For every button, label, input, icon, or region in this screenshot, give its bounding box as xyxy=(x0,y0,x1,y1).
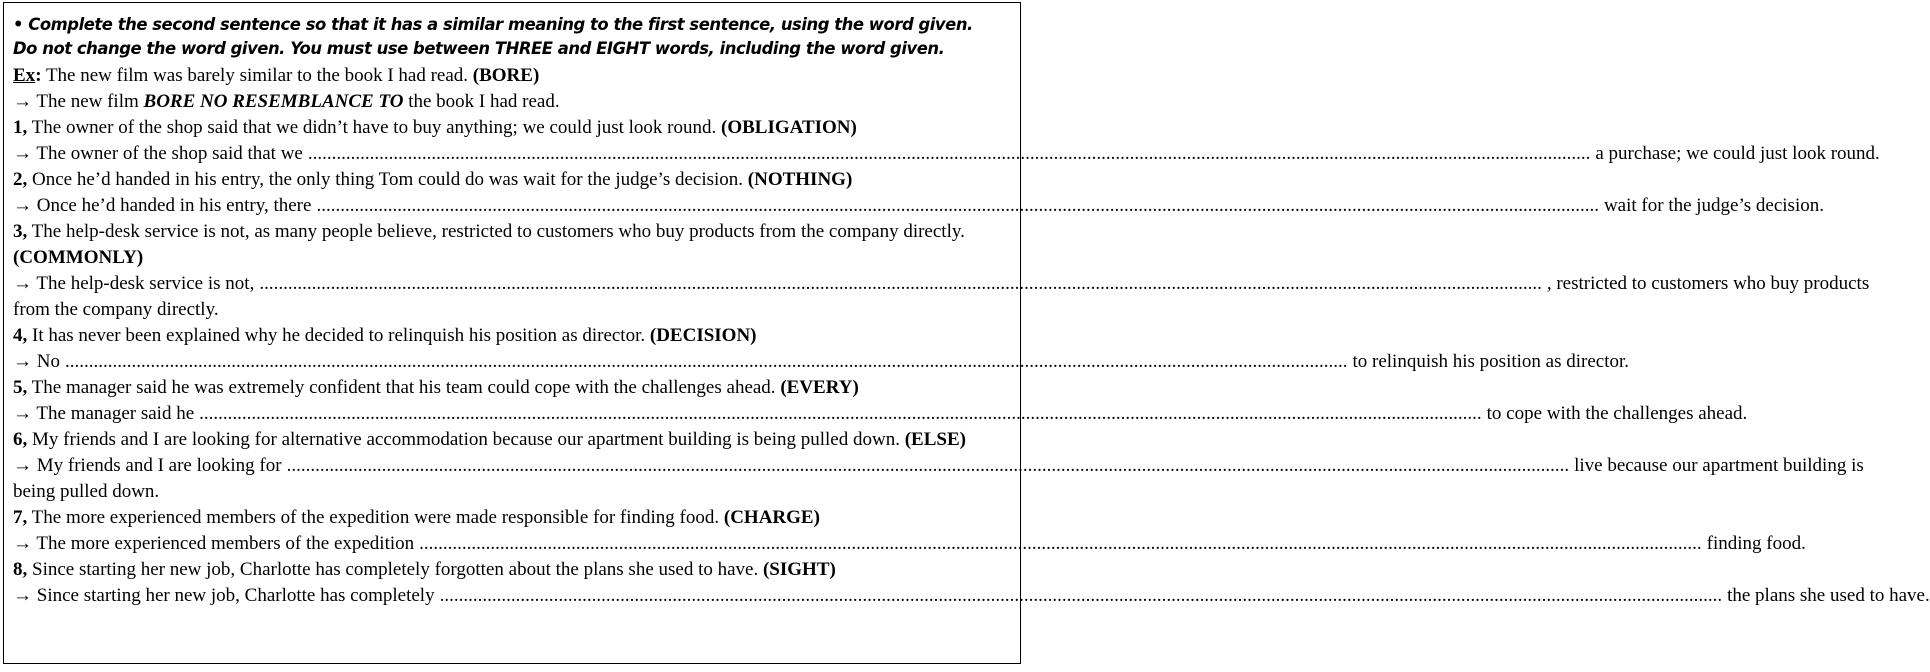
question-6-blank[interactable]: .............................................................................................................................................................................................................................................................................. xyxy=(286,455,1570,476)
question-5-prompt: → The manager said he xyxy=(13,403,195,424)
question-1-rewrite xyxy=(13,141,1880,167)
question-8-ending: the plans she used to have. xyxy=(1727,585,1930,606)
question-6-rewrite-continued: being pulled down. xyxy=(13,481,160,502)
question-8-blank[interactable]: .............................................................................................................................................................................................................................................................................. xyxy=(439,585,1723,606)
question-3-text: The help-desk service is not, as many people believe, restricted to customers who buy products from the company directly. xyxy=(31,221,965,242)
question-8-number: 8, xyxy=(13,559,28,580)
question-3-rewrite xyxy=(13,271,1870,297)
question-7-prompt: → The more experienced members of the expedition xyxy=(13,533,415,554)
question-7-keyword: (CHARGE) xyxy=(723,507,820,528)
question-3-number: 3, xyxy=(13,221,28,242)
question-7-number: 7, xyxy=(13,507,28,528)
question-1-text: The owner of the shop said that we didn’t have to buy anything; we could just look round. xyxy=(31,117,717,138)
exercise-body xyxy=(13,63,1930,609)
example-sentence: Ex: The new film was barely similar to the book I had read. (BORE) xyxy=(13,65,540,86)
question-5-sentence xyxy=(13,375,1012,401)
question-1-keyword: (OBLIGATION) xyxy=(721,117,857,138)
question-5-keyword: (EVERY) xyxy=(780,377,859,398)
question-5-blank[interactable]: .............................................................................................................................................................................................................................................................................. xyxy=(199,403,1482,424)
example-keyword: (BORE) xyxy=(472,65,540,86)
example-rewrite xyxy=(13,89,1012,115)
question-1-blank[interactable]: .............................................................................................................................................................................................................................................................................. xyxy=(307,143,1591,164)
example-rewrite-before: → The new film xyxy=(13,91,144,112)
question-5-number: 5, xyxy=(13,377,28,398)
exercise-page xyxy=(3,2,1930,664)
question-3-blank[interactable]: .............................................................................................................................................................................................................................................................................. xyxy=(259,273,1542,294)
question-2-number: 2, xyxy=(13,169,28,190)
question-2-blank[interactable]: .............................................................................................................................................................................................................................................................................. xyxy=(316,195,1599,216)
question-4-number: 4, xyxy=(13,325,28,346)
example-answer: BORE NO RESEMBLANCE TO xyxy=(143,91,404,112)
question-7-text: The more experienced members of the expedition were made responsible for finding food. xyxy=(31,507,720,528)
question-3-prompt: → The help-desk service is not, xyxy=(13,273,255,294)
question-8-rewrite xyxy=(13,583,1930,609)
question-5-rewrite xyxy=(13,401,1748,427)
question-8-text: Since starting her new job, Charlotte has completely forgotten about the plans she used to have. xyxy=(32,559,759,580)
example-text: The new film was barely similar to the book I had read. xyxy=(45,65,469,86)
question-1-ending: a purchase; we could just look round. xyxy=(1595,143,1880,164)
question-3-rewrite-continued: from the company directly. xyxy=(13,299,219,320)
question-3-sentence xyxy=(13,219,1012,271)
question-3-ending: , restricted to customers who buy products xyxy=(1546,273,1870,294)
question-4-blank[interactable]: .............................................................................................................................................................................................................................................................................. xyxy=(64,351,1348,372)
question-7-ending: finding food. xyxy=(1706,533,1806,554)
question-1-prompt: → The owner of the shop said that we xyxy=(13,143,303,164)
example-rewrite-after: the book I had read. xyxy=(403,91,560,112)
question-5-ending: to cope with the challenges ahead. xyxy=(1486,403,1748,424)
question-2-text: Once he’d handed in his entry, the only thing Tom could do was wait for the judge’s decision. xyxy=(32,169,744,190)
question-6-number: 6, xyxy=(13,429,28,450)
question-1-number: 1, xyxy=(13,117,28,138)
question-6-prompt: → My friends and I are looking for xyxy=(13,455,282,476)
question-2-rewrite xyxy=(13,193,1824,219)
question-6-keyword: (ELSE) xyxy=(904,429,966,450)
question-8-keyword: (SIGHT) xyxy=(762,559,836,580)
question-8-prompt: → Since starting her new job, Charlotte has completely xyxy=(13,585,435,606)
question-4-ending: to relinquish his position as director. xyxy=(1352,351,1630,372)
question-4-sentence xyxy=(13,323,1012,349)
question-5-text: The manager said he was extremely confident that his team could cope with the challenges ahead. xyxy=(31,377,776,398)
question-6-sentence xyxy=(13,427,1012,453)
question-2-keyword: (NOTHING) xyxy=(747,169,853,190)
question-4-keyword: (DECISION) xyxy=(649,325,757,346)
question-2-sentence xyxy=(13,167,1012,193)
question-4-text: It has never been explained why he decided to relinquish his position as director. xyxy=(32,325,646,346)
question-4-prompt: → No xyxy=(13,351,60,372)
question-1-sentence xyxy=(13,115,1012,141)
question-2-prompt: → Once he’d handed in his entry, there xyxy=(13,195,312,216)
instructions xyxy=(13,13,1012,61)
question-2-ending: wait for the judge’s decision. xyxy=(1603,195,1824,216)
example-label: Ex xyxy=(13,65,36,86)
question-6-ending: live because our apartment building is xyxy=(1574,455,1864,476)
instruction-line-2: Do not change the word given. You must use between THREE and EIGHT words, including the word given. xyxy=(13,39,945,58)
question-7-blank[interactable]: .............................................................................................................................................................................................................................................................................. xyxy=(419,533,1702,554)
question-7-rewrite xyxy=(13,531,1806,557)
question-6-text: My friends and I are looking for alternative accommodation because our apartment building is being pulled down. xyxy=(32,429,900,450)
question-8-sentence xyxy=(13,557,1012,583)
instruction-line-1: • Complete the second sentence so that it has a similar meaning to the first sentence, using the word given. xyxy=(13,15,973,34)
question-3-keyword: (COMMONLY) xyxy=(13,247,144,268)
question-6-rewrite xyxy=(13,453,1864,479)
question-4-rewrite xyxy=(13,349,1630,375)
question-7-sentence xyxy=(13,505,1012,531)
